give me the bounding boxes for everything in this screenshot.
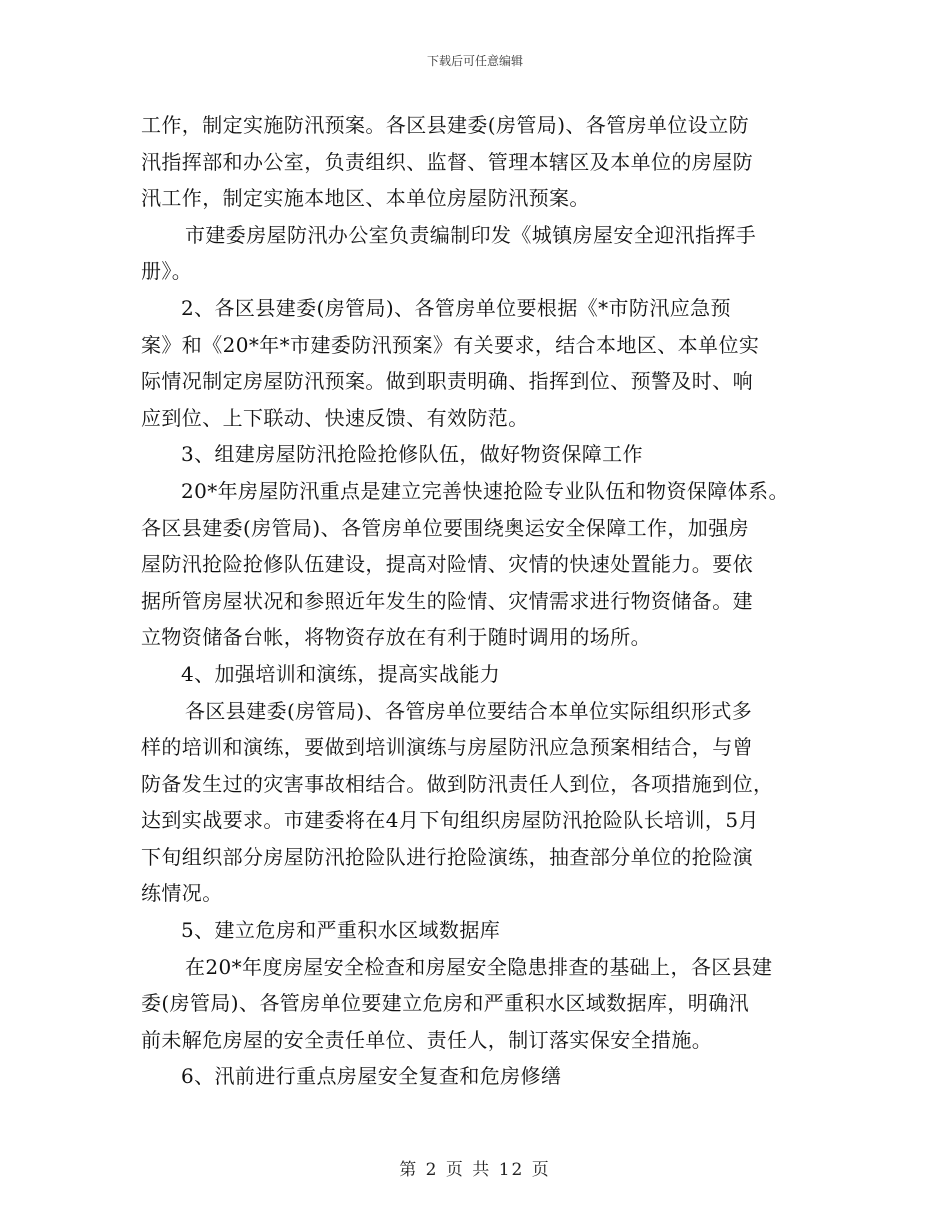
text-line: 工作，制定实施防汛预案。各区县建委(房管局)、各管房单位设立防: [141, 113, 750, 137]
paragraph-start: 各区县建委(房管局)、各管房单位要结合本单位实际组织形式多: [185, 698, 753, 723]
text-line: 屋防汛抢险抢修队伍建设，提高对险情、灾情的快速处置能力。要依: [141, 552, 753, 577]
text-line: 立物资储备台帐，将物资存放在有利于随时调用的场所。: [141, 625, 651, 650]
text-line: 应到位、上下联动、快速反馈、有效防范。: [141, 405, 529, 430]
paragraph-start: 2、各区县建委(房管局)、各管房单位要根据《*市防汛应急预: [181, 295, 731, 320]
text-line: 际情况制定房屋防汛预案。做到职责明确、指挥到位、预警及时、响: [141, 369, 753, 394]
section-heading: 6、汛前进行重点房屋安全复查和危房修缮: [181, 1064, 562, 1089]
text-line: 委(房管局)、各管房单位要建立危房和严重积水区域数据库，明确汛: [141, 991, 750, 1016]
paragraph-start: 在20*年度房屋安全检查和房屋安全隐患排查的基础上，各区县建: [185, 954, 773, 979]
text-line: 各区县建委(房管局)、各管房单位要围绕奥运安全保障工作，加强房: [141, 515, 750, 540]
text-line: 样的培训和演练，要做到培训演练与房屋防汛应急预案相结合，与曾: [141, 735, 753, 760]
page-number: 第 2 页 共 12 页: [399, 1160, 551, 1180]
text-line: 防备发生过的灾害事故相结合。做到防汛责任人到位，各项措施到位，: [141, 771, 774, 796]
section-heading: 3、组建房屋防汛抢险抢修队伍，做好物资保障工作: [181, 442, 643, 467]
text-line: 案》和《20*年*市建委防汛预案》有关要求，结合本地区、本单位实: [141, 332, 760, 357]
text-line: 据所管房屋状况和参照近年发生的险情、灾情需求进行物资储备。建: [141, 588, 753, 613]
paragraph-start: 20*年房屋防汛重点是建立完善快速抢险专业队伍和物资保障体系。: [181, 478, 789, 503]
document-body: [141, 107, 821, 1095]
text-line: 册》。: [141, 259, 193, 284]
text-line: 练情况。: [141, 881, 223, 906]
text-line: 汛工作，制定实施本地区、本单位房屋防汛预案。: [141, 186, 590, 211]
text-line: 下旬组织部分房屋防汛抢险队进行抢险演练，抽查部分单位的抢险演: [141, 844, 753, 869]
text-line: 汛指挥部和办公室，负责组织、监督、管理本辖区及本单位的房屋防: [141, 149, 753, 174]
text-line: 前未解危房屋的安全责任单位、责任人，制订落实保安全措施。: [141, 1027, 713, 1052]
section-heading: 4、加强培训和演练，提高实战能力: [181, 661, 501, 686]
paragraph-start: 市建委房屋防汛办公室负责编制印发《城镇房屋安全迎汛指挥手: [185, 222, 757, 247]
section-heading: 5、建立危房和严重积水区域数据库: [181, 918, 501, 943]
page-header-note: 下载后可任意编辑: [426, 54, 523, 68]
text-line: 达到实战要求。市建委将在4月下旬组织房屋防汛抢险队长培训，5月: [141, 808, 759, 833]
